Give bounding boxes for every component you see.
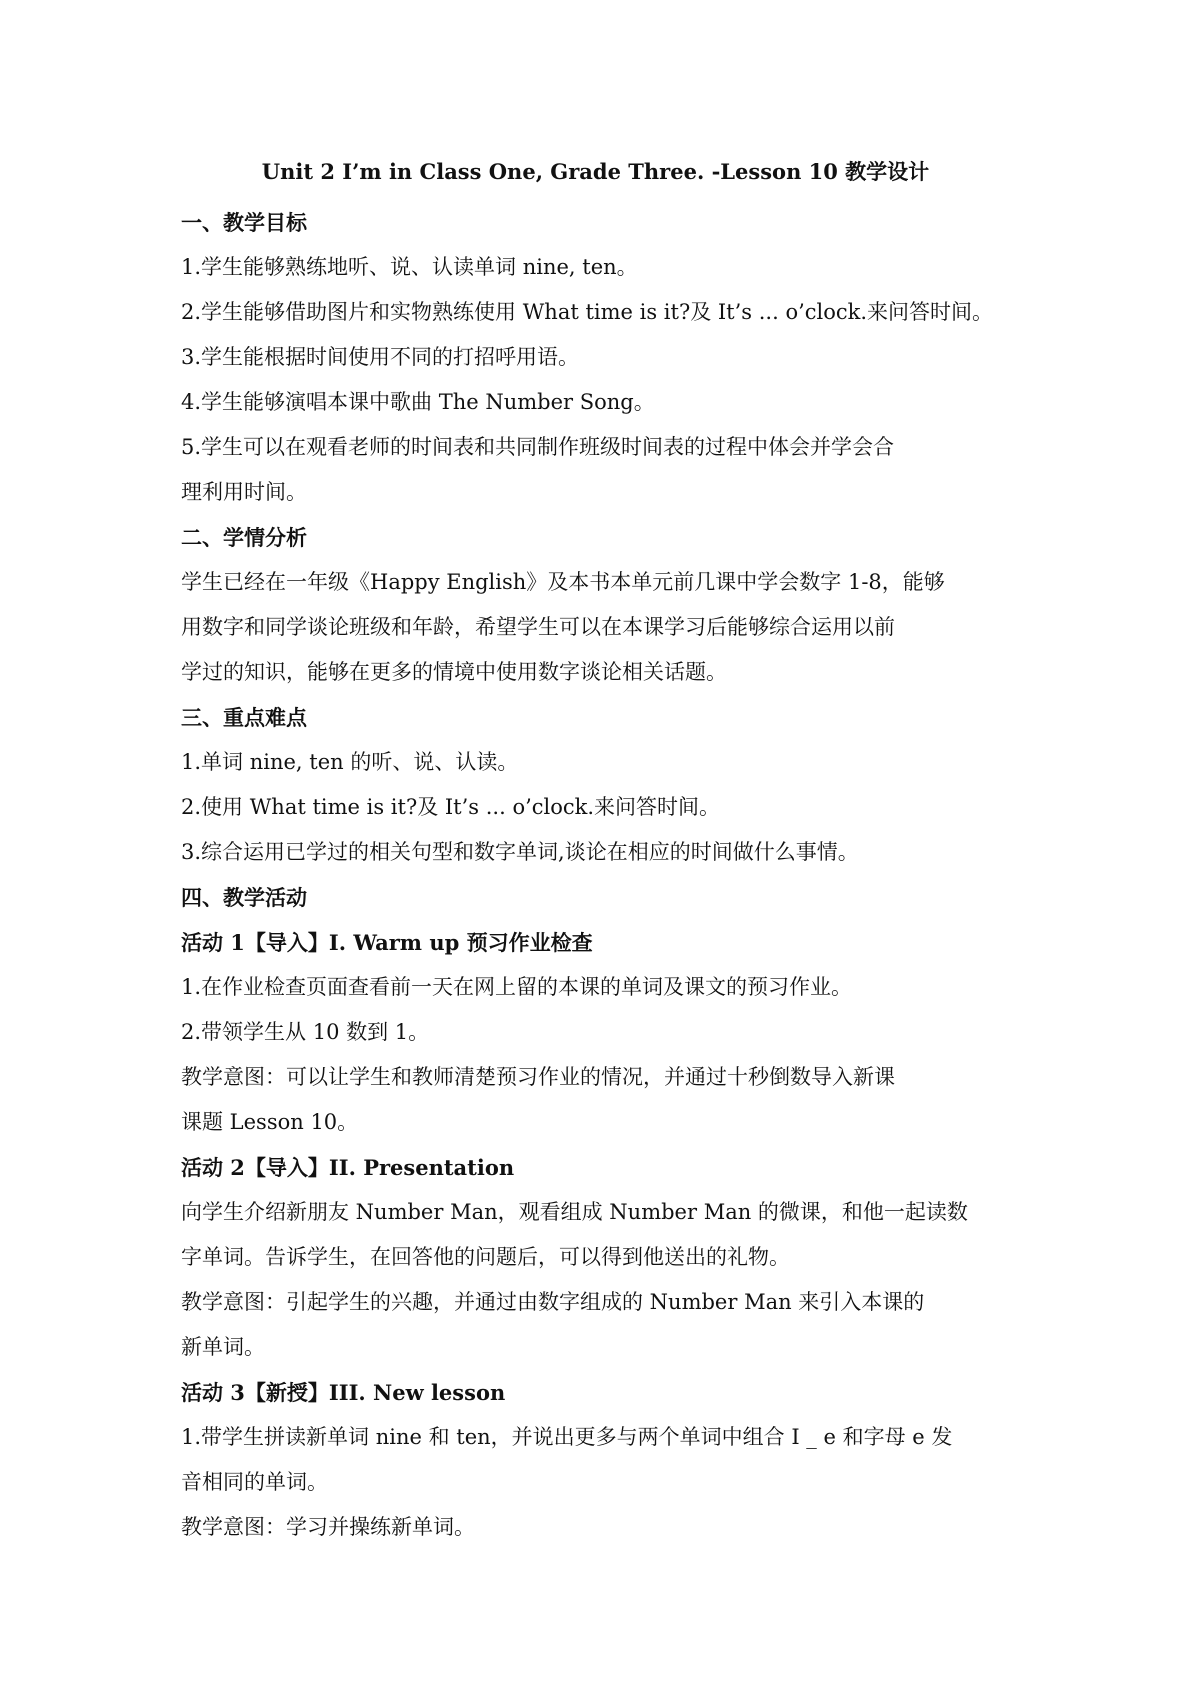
paragraph-line: 1.学生能够熟练地听、说、认读单词 nine, ten。 — [181, 255, 638, 279]
paragraph-line: 教学意图：学习并操练新单词。 — [181, 1515, 475, 1539]
paragraph-line: 教学意图：引起学生的兴趣，并通过由数字组成的 Number Man 来引入本课的 — [181, 1290, 925, 1314]
paragraph-line: 新单词。 — [181, 1335, 265, 1359]
section-heading: 四、教学活动 — [181, 885, 307, 910]
paragraph-line: 3.综合运用已学过的相关句型和数字单词,谈论在相应的时间做什么事情。 — [181, 840, 859, 864]
document-body — [181, 200, 1041, 1550]
section-heading: 二、学情分析 — [181, 525, 307, 550]
paragraph-line: 教学意图：可以让学生和教师清楚预习作业的情况，并通过十秒倒数导入新课 — [181, 1065, 895, 1089]
paragraph-line: 学过的知识，能够在更多的情境中使用数字谈论相关话题。 — [181, 660, 727, 684]
paragraph-line: 用数字和同学谈论班级和年龄，希望学生可以在本课学习后能够综合运用以前 — [181, 615, 895, 639]
paragraph-line: 5.学生可以在观看老师的时间表和共同制作班级时间表的过程中体会并学会合 — [181, 435, 895, 459]
section-heading: 一、教学目标 — [181, 210, 307, 235]
paragraph-line: 理利用时间。 — [181, 480, 307, 504]
paragraph-line: 2.学生能够借助图片和实物熟练使用 What time is it?及 It’s ... o’clock.来问答时间。 — [181, 300, 994, 324]
paragraph-line: 2.使用 What time is it?及 It’s ... o’clock.来问答时间。 — [181, 795, 721, 819]
paragraph-line: 4.学生能够演唱本课中歌曲 The Number Song。 — [181, 390, 655, 414]
paragraph-line: 学生已经在一年级《Happy English》及本书本单元前几课中学会数字 1-8，能够 — [181, 570, 945, 594]
paragraph-line: 3.学生能根据时间使用不同的打招呼用语。 — [181, 345, 580, 369]
section-heading: 三、重点难点 — [181, 705, 307, 730]
paragraph-line: 字单词。告诉学生，在回答他的问题后，可以得到他送出的礼物。 — [181, 1245, 790, 1269]
section-heading: 活动 2【导入】II. Presentation — [181, 1155, 515, 1180]
document-title: Unit 2 I’m in Class One, Grade Three. -Lesson 10 教学设计 — [261, 159, 930, 184]
paragraph-line: 1.单词 nine, ten 的听、说、认读。 — [181, 750, 519, 774]
paragraph-line: 1.在作业检查页面查看前一天在网上留的本课的单词及课文的预习作业。 — [181, 975, 853, 999]
paragraph-line: 向学生介绍新朋友 Number Man，观看组成 Number Man 的微课，和他一起读数 — [181, 1200, 968, 1224]
paragraph-line: 音相同的单词。 — [181, 1470, 328, 1494]
section-heading: 活动 1【导入】I. Warm up 预习作业检查 — [181, 930, 593, 955]
section-heading: 活动 3【新授】III. New lesson — [181, 1380, 506, 1405]
paragraph-line: 2.带领学生从 10 数到 1。 — [181, 1020, 430, 1044]
paragraph-line: 课题 Lesson 10。 — [181, 1110, 359, 1134]
paragraph-line: 1.带学生拼读新单词 nine 和 ten，并说出更多与两个单词中组合 I _ e 和字母 e 发 — [181, 1425, 953, 1449]
